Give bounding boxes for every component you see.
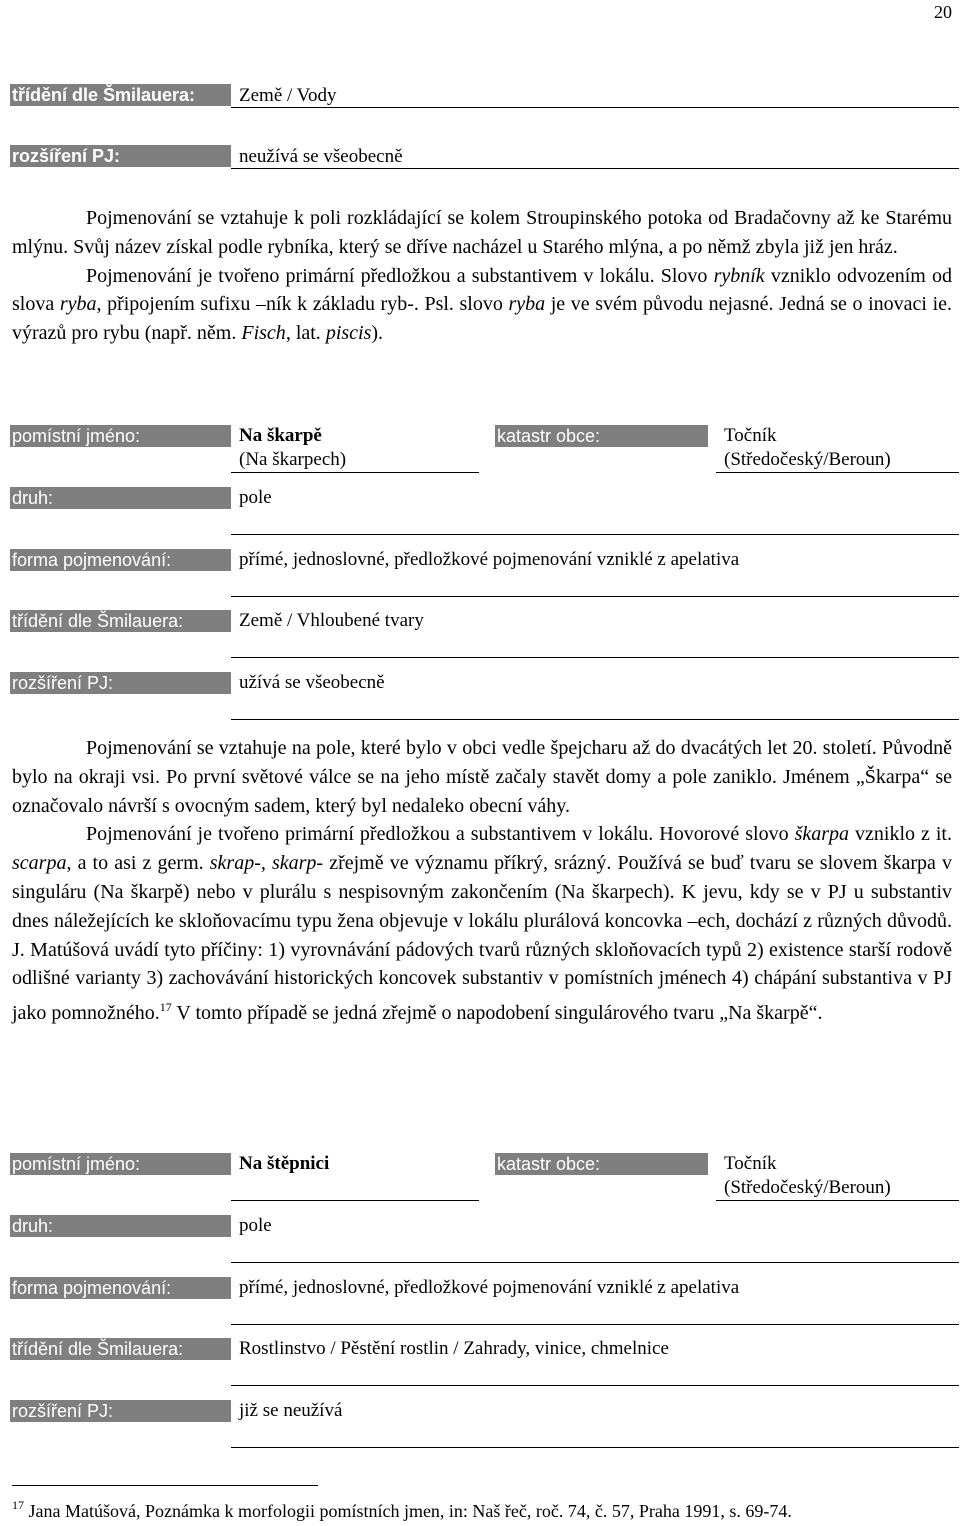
label-rozsireni: rozšíření PJ: [10, 1400, 231, 1422]
paragraph: Pojmenování je tvořeno primární předložkou a substantivem v lokálu. Slovo rybník vzniklo odvozením od slova ryba, připojením sufixu –ník k základu ryb-. Psl. slovo ryba je ve svém původu nejasné. Jedná se o inovaci ie. výrazů pro rybu (např. něm. Fisch, lat. piscis). [12, 264, 953, 345]
entry0-description [12, 204, 952, 348]
field-underline [231, 1385, 959, 1386]
footnote-ref[interactable]: 17 [159, 1000, 172, 1015]
label-trideni: třídění dle Šmilauera: [10, 84, 231, 106]
value-druh: pole [239, 1215, 272, 1236]
label-katastr: katastr obce: [495, 1153, 708, 1175]
field-underline [231, 534, 959, 535]
katastr-region: (Středočeský/Beroun) [724, 1177, 891, 1198]
label-trideni: třídění dle Šmilauera: [10, 1338, 231, 1360]
field-underline [231, 657, 959, 658]
entry1-description [12, 734, 952, 1028]
field-underline [231, 1262, 959, 1263]
paragraph: Pojmenování se vztahuje k poli rozkládající se kolem Stroupinského potoka od Bradačovny až ke Starému mlýnu. Svůj název získal podle rybníka, který se dříve nacházel u Starého mlýna, a po němž zbyla již jen hráz. [12, 207, 952, 258]
field-underline [716, 1200, 959, 1201]
value-forma: přímé, jednoslovné, předložkové pojmenování vzniklé z apelativa [239, 1277, 740, 1298]
label-forma: forma pojmenování: [10, 549, 231, 571]
field-underline [716, 472, 959, 473]
value-trideni: Země / Vody [239, 85, 337, 106]
label-katastr: katastr obce: [495, 425, 708, 447]
label-forma: forma pojmenování: [10, 1277, 231, 1299]
katastr-value: Točník [724, 425, 777, 446]
label-rozsireni: rozšíření PJ: [10, 672, 231, 694]
paragraph: Pojmenování je tvořeno primární předložkou a substantivem v lokálu. Hovorové slovo škarpa vzniklo z it. scarpa, a to asi z germ. skrap-, skarp- zřejmě ve významu příkrý, srázný. Používá se buď tvaru se slovem škarpa v singuláru (Na škarpě) nebo v plurálu s nespisovným zakončením (Na škarpech). K jevu, kdy se v PJ u substantiv dnes náležejících ke skloňovacímu typu žena objevuje v lokálu plurálová koncovka –ech, dochází z různých důvodů. J. Matúšová uvádí tyto příčiny: 1) vyrovnávání pádových tvarů různých skloňovacích typů 2) existence starší rodově odlišné varianty 3) zachovávání historických koncovek substantiv v pomístních jménech 4) chápání substantiva v PJ jako pomnožného.$^{17}$ V tomto případě se jedná zřejmě o napodobení singulárového tvaru „Na škarpě“. [12, 823, 952, 1025]
value-rozsireni: neužívá se všeobecně [239, 146, 403, 167]
value-rozsireni: již se neužívá [239, 1400, 343, 1421]
place-name: Na škarpě [239, 425, 322, 446]
label-pomistni-jmeno: pomístní jméno: [10, 425, 231, 447]
footnote-text: Jana Matúšová, Poznámka k morfologii pomístních jmen, in: Naš řeč, roč. 74, č. 57, Praha 1991, s. 69-74. [24, 1501, 792, 1521]
field-underline [231, 1447, 959, 1448]
label-pomistni-jmeno: pomístní jméno: [10, 1153, 231, 1175]
field-underline [231, 719, 959, 720]
label-trideni: třídění dle Šmilauera: [10, 610, 231, 632]
footnote-number: 17 [12, 1498, 24, 1512]
katastr-value: Točník [724, 1153, 777, 1174]
value-trideni: Rostlinstvo / Pěstění rostlin / Zahrady, vinice, chmelnice [239, 1338, 669, 1359]
footnote-separator [12, 1485, 318, 1486]
value-druh: pole [239, 487, 272, 508]
footnote [12, 1498, 792, 1522]
field-underline [231, 596, 959, 597]
field-underline [231, 107, 959, 108]
field-underline [231, 1200, 479, 1201]
value-trideni: Země / Vhloubené tvary [239, 610, 424, 631]
label-druh: druh: [10, 487, 231, 509]
value-forma: přímé, jednoslovné, předložkové pojmenování vzniklé z apelativa [239, 549, 740, 570]
place-name-variant: (Na škarpech) [239, 449, 347, 470]
paragraph: Pojmenování se vztahuje na pole, které bylo v obci vedle špejcharu až do dvacátých let 20. století. Původně bylo na okraji vsi. Po první světové válce se na jeho místě začaly stavět domy a pole zaniklo. Jménem „Škarpa“ se označovalo návrší s ovocným sadem, který byl nedaleko obecní váhy. [12, 737, 952, 817]
field-underline [231, 168, 959, 169]
field-underline [231, 472, 479, 473]
page-number: 20 [934, 2, 952, 22]
katastr-region: (Středočeský/Beroun) [724, 449, 891, 470]
field-underline [231, 1324, 959, 1325]
label-druh: druh: [10, 1215, 231, 1237]
place-name: Na štěpnici [239, 1153, 330, 1174]
label-rozsireni: rozšíření PJ: [10, 145, 231, 167]
value-rozsireni: užívá se všeobecně [239, 672, 385, 693]
